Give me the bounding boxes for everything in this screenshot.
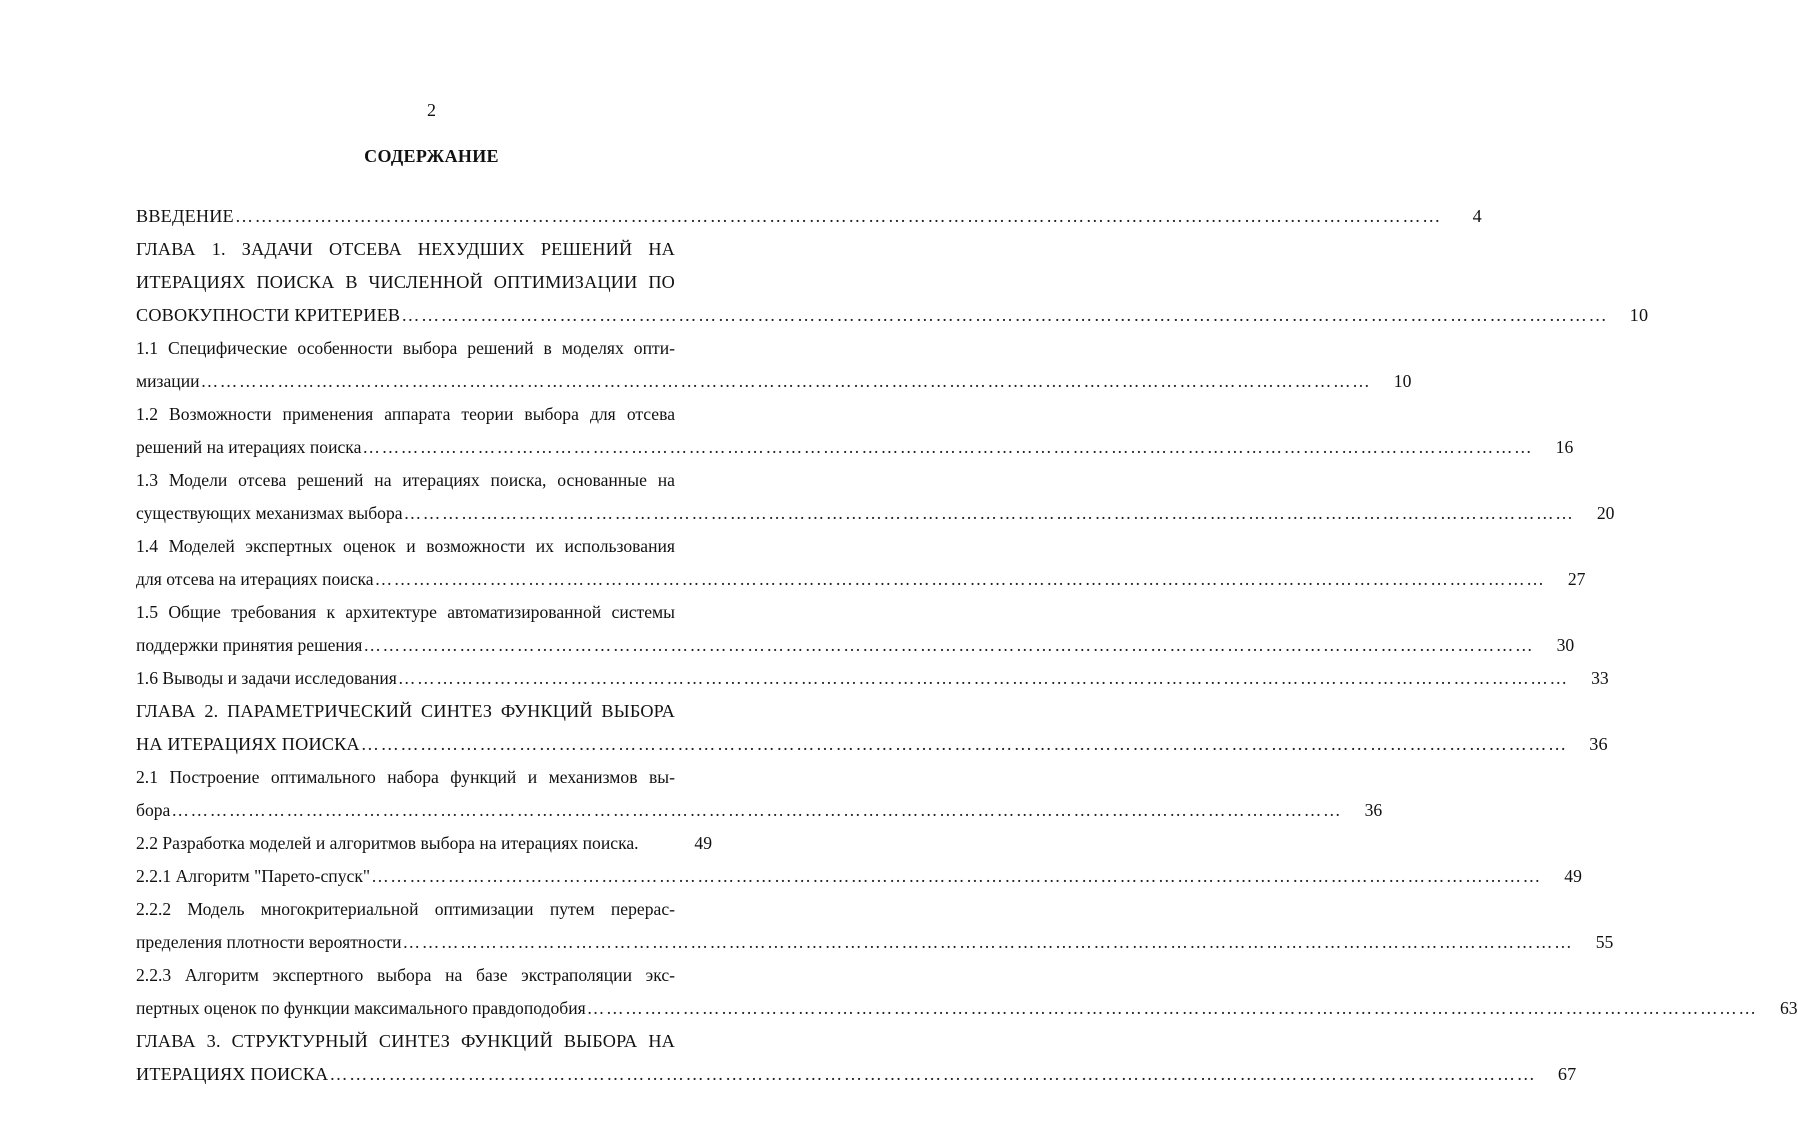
- toc-entry-2-1-line-1[interactable]: [136, 761, 712, 794]
- toc-page-number: 30: [1556, 635, 1575, 655]
- toc-entry-2-2[interactable]: [136, 827, 712, 860]
- toc-entry-chapter-3-line-1[interactable]: [136, 1025, 712, 1058]
- toc-entry-text: существующих механизмах выбора: [136, 503, 403, 523]
- toc-title: СОДЕРЖАНИЕ: [364, 146, 499, 166]
- toc-entry-2-2-3-line-1[interactable]: [136, 959, 712, 992]
- toc-entry-chapter-1-line-2[interactable]: [136, 266, 712, 299]
- dot-leader: …………………………………………………………………………………………………………………………………………………………………: [363, 635, 1535, 655]
- toc-page-number: 16: [1555, 437, 1574, 457]
- toc-entry-text: 2.2 Разработка моделей и алгоритмов выбора на итерациях поиска.: [136, 833, 639, 853]
- toc-entry-1-3-line-1[interactable]: [136, 464, 712, 497]
- dot-leader: …………………………………………………………………………………………………………………………………………………………………: [234, 206, 1442, 226]
- dot-leader: …………………………………………………………………………………………………………………………………………………………………: [397, 668, 1569, 688]
- toc-entry-text: для отсева на итерациях поиска: [136, 569, 374, 589]
- toc-entry-chapter-1-line-3[interactable]: [136, 299, 1649, 332]
- table-of-contents: [136, 200, 1798, 1091]
- dot-leader: …………………………………………………………………………………………………………………………………………………………………: [329, 1064, 1537, 1084]
- toc-page-number: 4: [1472, 206, 1482, 226]
- toc-entry-text: ГЛАВА 1. ЗАДАЧИ ОТСЕВА НЕХУДШИХ РЕШЕНИЙ НА: [136, 239, 675, 259]
- toc-entry-text: мизации: [136, 371, 200, 391]
- toc-entry-text: 2.2.2 Модель многокритериальной оптимизации путем перерас-: [136, 899, 675, 919]
- toc-entry-text: 2.2.3 Алгоритм экспертного выбора на базе экстраполяции экс-: [136, 965, 675, 985]
- dot-leader: …………………………………………………………………………………………………………………………………………………………………: [402, 932, 1574, 952]
- dot-leader: …………………………………………………………………………………………………………………………………………………………………: [362, 437, 1534, 457]
- toc-entry-text: НА ИТЕРАЦИЯХ ПОИСКА: [136, 734, 360, 754]
- toc-entry-text: СОВОКУПНОСТИ КРИТЕРИЕВ: [136, 305, 401, 325]
- toc-entry-text: ВВЕДЕНИЕ: [136, 206, 234, 226]
- toc-entry-text: бора: [136, 800, 171, 820]
- toc-page-number: 67: [1557, 1064, 1577, 1084]
- toc-entry-2-2-1[interactable]: [136, 860, 1582, 893]
- dot-leader: …………………………………………………………………………………………………………………………………………………………………: [371, 866, 1542, 886]
- toc-entry-2-1-line-2[interactable]: [136, 794, 1383, 827]
- dot-leader: …………………………………………………………………………………………………………………………………………………………………: [401, 305, 1609, 325]
- toc-page-number: 63: [1779, 998, 1798, 1018]
- toc-page-number: 33: [1591, 668, 1609, 688]
- toc-entry-text: решений на итерациях поиска: [136, 437, 362, 457]
- dot-leader: …………………………………………………………………………………………………………………………………………………………………: [200, 371, 1372, 391]
- toc-entry-text: ИТЕРАЦИЯХ ПОИСКА: [136, 1064, 329, 1084]
- toc-page-number: 20: [1596, 503, 1615, 523]
- dot-leader: …………………………………………………………………………………………………………………………………………………………………: [586, 998, 1758, 1018]
- toc-page-number: 49: [1564, 866, 1582, 886]
- toc-page-number: 36: [1364, 800, 1383, 820]
- page-number: 2: [427, 100, 436, 120]
- toc-entry-text: пертных оценок по функции максимального правдоподобия: [136, 998, 586, 1018]
- toc-entry-chapter-3-line-2[interactable]: [136, 1058, 1577, 1091]
- toc-entry-1-3-line-2[interactable]: [136, 497, 1615, 530]
- toc-entry-text: 1.5 Общие требования к архитектуре автоматизированной системы: [136, 602, 675, 622]
- toc-entry-1-5-line-2[interactable]: [136, 629, 1575, 662]
- toc-entry-text: 1.3 Модели отсева решений на итерациях поиска, основанные на: [136, 470, 675, 490]
- toc-page-number: 49: [694, 833, 712, 853]
- toc-entry-1-2-line-2[interactable]: [136, 431, 1574, 464]
- toc-entry-text: пределения плотности вероятности: [136, 932, 402, 952]
- toc-entry-chapter-1-line-1[interactable]: [136, 233, 712, 266]
- toc-entry-text: ГЛАВА 3. СТРУКТУРНЫЙ СИНТЕЗ ФУНКЦИЙ ВЫБОРА НА: [136, 1031, 675, 1051]
- toc-entry-1-6[interactable]: [136, 662, 1609, 695]
- dot-leader: …………………………………………………………………………………………………………………………………………………………………: [374, 569, 1546, 589]
- toc-page-number: 10: [1393, 371, 1412, 391]
- toc-entry-text: 2.2.1 Алгоритм "Парето-спуск": [136, 866, 371, 886]
- toc-entry-1-1-line-2[interactable]: [136, 365, 1412, 398]
- toc-entry-1-4-line-1[interactable]: [136, 530, 712, 563]
- dot-leader: …………………………………………………………………………………………………………………………………………………………………: [403, 503, 1575, 523]
- toc-entry-introduction[interactable]: [136, 200, 1482, 233]
- toc-entry-2-2-3-line-2[interactable]: [136, 992, 1798, 1025]
- toc-entry-2-2-2-line-2[interactable]: [136, 926, 1614, 959]
- toc-entry-1-5-line-1[interactable]: [136, 596, 712, 629]
- toc-entry-1-2-line-1[interactable]: [136, 398, 712, 431]
- toc-entry-1-1-line-1[interactable]: [136, 332, 712, 365]
- toc-page-number: 27: [1567, 569, 1586, 589]
- toc-entry-chapter-2-line-1[interactable]: [136, 695, 712, 728]
- toc-entry-text: 1.1 Специфические особенности выбора решений в моделях опти-: [136, 338, 675, 358]
- toc-entry-text: 1.4 Моделей экспертных оценок и возможности их использования: [136, 536, 675, 556]
- toc-page-number: 55: [1595, 932, 1614, 952]
- toc-page-number: 10: [1629, 305, 1649, 325]
- toc-page-number: 36: [1589, 734, 1608, 754]
- toc-entry-text: поддержки принятия решения: [136, 635, 363, 655]
- toc-entry-text: ГЛАВА 2. ПАРАМЕТРИЧЕСКИЙ СИНТЕЗ ФУНКЦИЙ ВЫБОРА: [136, 701, 675, 721]
- toc-entry-text: 1.6 Выводы и задачи исследования: [136, 668, 397, 688]
- toc-entry-2-2-2-line-1[interactable]: [136, 893, 712, 926]
- toc-entry-text: 2.1 Построение оптимального набора функций и механизмов вы-: [136, 767, 675, 787]
- dot-leader: …………………………………………………………………………………………………………………………………………………………………: [171, 800, 1343, 820]
- toc-entry-chapter-2-line-2[interactable]: [136, 728, 1608, 761]
- dot-leader: …………………………………………………………………………………………………………………………………………………………………: [360, 734, 1568, 754]
- toc-entry-1-4-line-2[interactable]: [136, 563, 1586, 596]
- toc-entry-text: 1.2 Возможности применения аппарата теории выбора для отсева: [136, 404, 675, 424]
- toc-entry-text: ИТЕРАЦИЯХ ПОИСКА В ЧИСЛЕННОЙ ОПТИМИЗАЦИИ ПО: [136, 272, 675, 292]
